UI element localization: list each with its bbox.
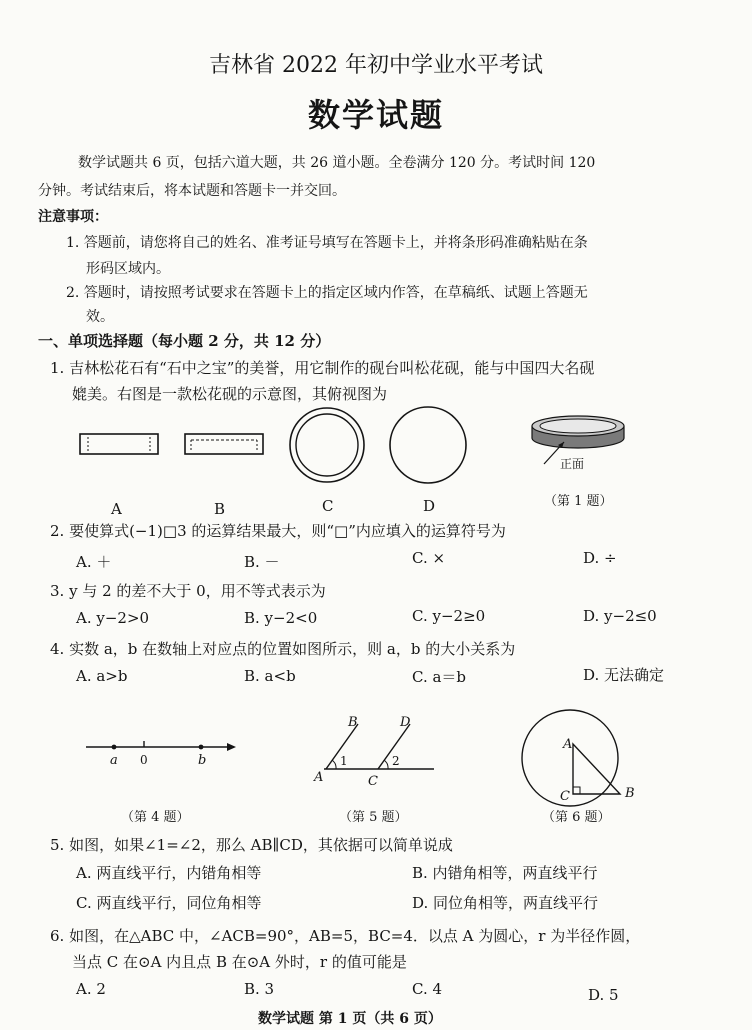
q5-angle-2: 2	[392, 754, 400, 768]
subject-title: 数学试题	[307, 96, 444, 134]
q5-stem: 5. 如图，如果∠1=∠2，那么 AB∥CD，其依据可以简单说成	[50, 836, 453, 854]
q5-option-a: A. 两直线平行，内错角相等	[76, 864, 262, 882]
q3-stem: 3. y 与 2 的差不大于 0，用不等式表示为	[50, 582, 326, 600]
q5-parallel-lines-figure	[312, 712, 442, 792]
q5-angle-1: 1	[340, 754, 348, 768]
q2-option-b: B. －	[244, 553, 280, 571]
q1-option-c-figure	[288, 406, 368, 486]
q4-stem: 4. 实数 a，b 在数轴上对应点的位置如图所示，则 a，b 的大小关系为	[50, 640, 516, 658]
q1-front-label: 正面	[560, 457, 585, 471]
q5-caption: （第 5 题）	[339, 810, 408, 825]
q3-option-b: B. y−2<0	[244, 609, 318, 627]
note-2-line-2: 效。	[86, 309, 114, 325]
q1-stem-line-2: 媲美。右图是一款松花砚的示意图，其俯视图为	[72, 385, 388, 403]
q5-label-c: C	[368, 774, 378, 789]
q6-label-c: C	[560, 789, 570, 804]
intro-line-2: 分钟。考试结束后，将本试题和答题卡一并交回。	[38, 183, 346, 199]
q1-label-d: D	[423, 497, 436, 515]
q1-stem-line-1: 1. 吉林松花石有“石中之宝”的美誉，用它制作的砚台叫松花砚，能与中国四大名砚	[50, 359, 595, 377]
page-footer: 数学试题 第 1 页（共 6 页）	[258, 1011, 442, 1027]
notes-heading: 注意事项：	[38, 209, 108, 225]
q4-caption: （第 4 题）	[121, 810, 190, 825]
q1-option-d-figure	[389, 406, 469, 486]
q6-circle-triangle-figure	[518, 706, 648, 816]
q6-option-d: D. 5	[588, 986, 619, 1004]
q1-label-b: B	[214, 500, 226, 518]
note-1-line-1: 1. 答题前，请您将自己的姓名、准考证号填写在答题卡上，并将条形码准确粘贴在条	[66, 235, 588, 251]
q4-option-d: D. 无法确定	[583, 666, 665, 684]
q6-option-c: C. 4	[412, 980, 443, 998]
q5-label-d: D	[400, 715, 411, 730]
q6-caption: （第 6 题）	[542, 810, 611, 825]
q1-caption: （第 1 题）	[544, 494, 613, 509]
q2-option-c: C. ×	[412, 549, 446, 567]
q1-label-a: A	[111, 500, 122, 518]
q5-option-d: D. 同位角相等，两直线平行	[412, 894, 599, 912]
q4-option-a: A. a>b	[76, 667, 128, 685]
q4-option-b: B. a<b	[244, 667, 296, 685]
q6-label-b: B	[625, 786, 635, 801]
q2-option-a: A. ＋	[76, 553, 112, 571]
q4-option-c: C. a＝b	[412, 668, 467, 686]
q3-option-c: C. y−2≥0	[412, 607, 486, 625]
q4-number-line-figure	[84, 735, 244, 775]
q6-stem-line-2: 当点 C 在⊙A 内且点 B 在⊙A 外时，r 的值可能是	[72, 953, 407, 971]
q5-option-b: B. 内错角相等，两直线平行	[412, 864, 598, 882]
note-2-line-1: 2. 答题时，请按照考试要求在答题卡上的指定区域内作答，在草稿纸、试题上答题无	[66, 285, 588, 301]
q1-option-a-figure	[78, 432, 162, 458]
q3-option-a: A. y−2>0	[76, 609, 150, 627]
q6-label-a: A	[563, 737, 573, 752]
q1-label-c: C	[322, 497, 334, 515]
q1-option-b-figure	[183, 432, 267, 458]
q3-option-d: D. y−2≤0	[583, 607, 657, 625]
q5-option-c: C. 两直线平行，同位角相等	[76, 894, 262, 912]
section-1-heading: 一、单项选择题（每小题 2 分，共 12 分）	[38, 332, 331, 350]
intro-line-1: 数学试题共 6 页，包括六道大题，共 26 道小题。全卷满分 120 分。考试时间 120	[78, 155, 596, 171]
q6-option-b: B. 3	[244, 980, 275, 998]
q2-option-d: D. ÷	[583, 549, 617, 567]
q4-axis-label-a: a	[110, 753, 118, 768]
note-1-line-2: 形码区域内。	[86, 261, 170, 277]
q4-axis-label-zero: 0	[140, 753, 148, 767]
q2-stem: 2. 要使算式(−1)□3 的运算结果最大，则“□”内应填入的运算符号为	[50, 522, 506, 540]
q5-label-a: A	[314, 770, 324, 785]
exam-title: 吉林省 2022 年初中学业水平考试	[209, 53, 543, 78]
q6-stem-line-1: 6. 如图，在△ABC 中，∠ACB=90°，AB=5，BC=4．以点 A 为圆心，r 为半径作圆，	[50, 927, 641, 945]
q4-axis-label-b: b	[198, 753, 207, 768]
q5-label-b: B	[348, 715, 358, 730]
q6-option-a: A. 2	[76, 980, 106, 998]
